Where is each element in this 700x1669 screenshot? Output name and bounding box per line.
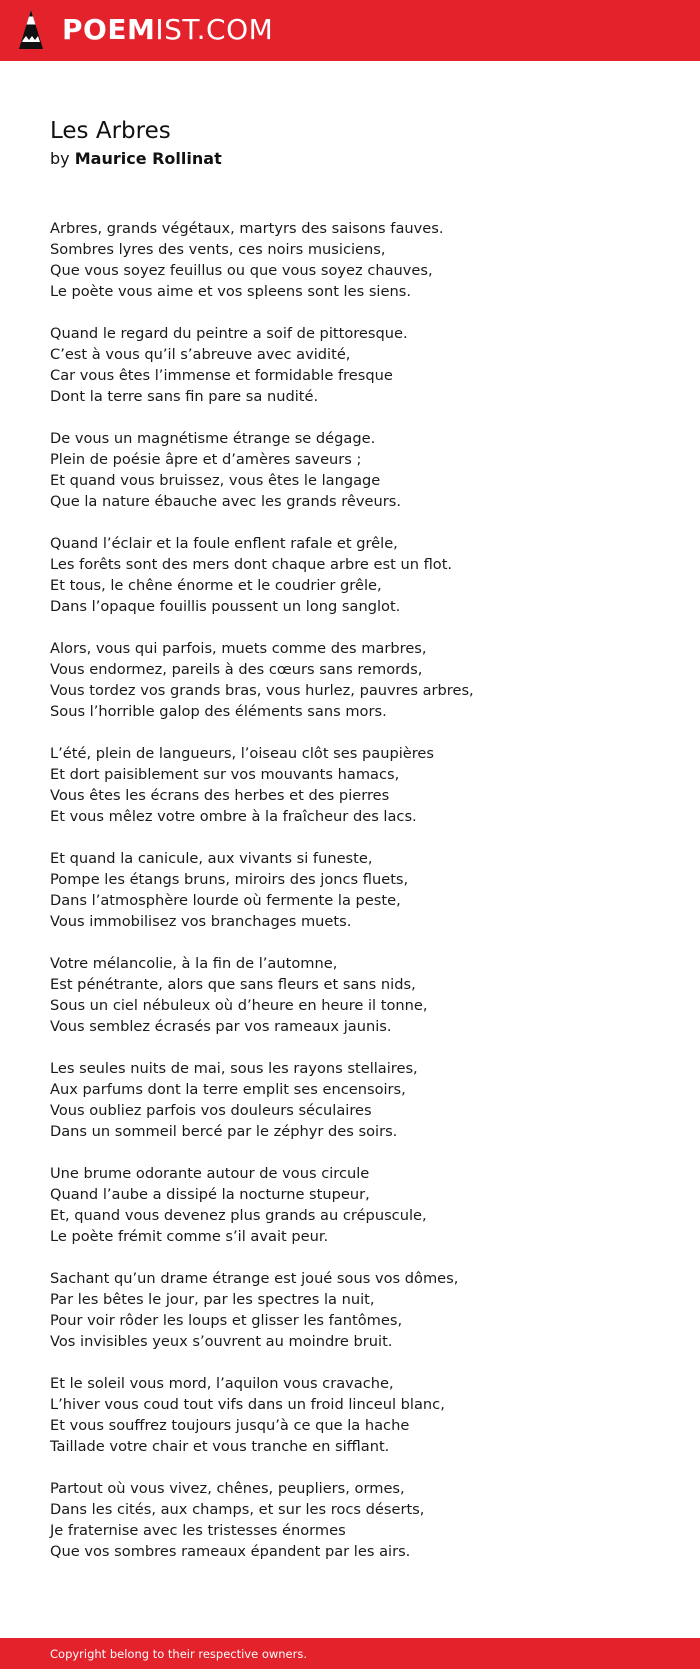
pencil-icon[interactable]	[17, 9, 45, 51]
poem-line: Et tous, le chêne énorme et le coudrier grêle,	[50, 577, 382, 594]
byline	[50, 148, 222, 170]
poem-line: Vous êtes les écrans des herbes et des pierres	[50, 787, 390, 804]
poem-line: Dans l’opaque fouillis poussent un long sanglot.	[50, 598, 401, 615]
poem-line: Que vous soyez feuillus ou que vous soyez chauves,	[50, 262, 433, 279]
site-footer	[0, 1638, 700, 1669]
poem-line: Quand l’aube a dissipé la nocturne stupeur,	[50, 1186, 370, 1203]
poem-line: Que la nature ébauche avec les grands rêveurs.	[50, 493, 401, 510]
poem-line: Sous un ciel nébuleux où d’heure en heure il tonne,	[50, 997, 428, 1014]
logo-text-strong: POEM	[62, 13, 156, 46]
poem-line: Vous immobilisez vos branchages muets.	[50, 913, 352, 930]
poem-stanza	[50, 638, 650, 722]
poem-stanza	[50, 848, 650, 932]
poem-line: Quand l’éclair et la foule enflent rafale et grêle,	[50, 535, 398, 552]
poem-stanza	[50, 428, 650, 512]
poem-stanza	[50, 323, 650, 407]
poem-stanza	[50, 1268, 650, 1352]
poem-stanza	[50, 1373, 650, 1457]
poem-line: Le poète vous aime et vos spleens sont les siens.	[50, 283, 411, 300]
poem-header	[50, 116, 222, 170]
poem-line: Arbres, grands végétaux, martyrs des saisons fauves.	[50, 220, 444, 237]
poem-line: Votre mélancolie, à la fin de l’automne,	[50, 955, 338, 972]
poem-stanza	[50, 218, 650, 302]
poem-stanza	[50, 533, 650, 617]
poem-line: L’été, plein de langueurs, l’oiseau clôt ses paupières	[50, 745, 435, 762]
site-logo[interactable]	[62, 13, 273, 47]
poem-line: Pompe les étangs bruns, miroirs des joncs fluets,	[50, 871, 409, 888]
poem-line: Vos invisibles yeux s’ouvrent au moindre bruit.	[50, 1333, 393, 1350]
poem-line: Sachant qu’un drame étrange est joué sous vos dômes,	[50, 1270, 459, 1287]
site-header	[0, 0, 700, 61]
poem-line: L’hiver vous coud tout vifs dans un froid linceul blanc,	[50, 1396, 445, 1413]
poem-line: Le poète frémit comme s’il avait peur.	[50, 1228, 329, 1245]
poem-line: Vous endormez, pareils à des cœurs sans remords,	[50, 661, 423, 678]
poem-line: Et vous mêlez votre ombre à la fraîcheur des lacs.	[50, 808, 417, 825]
poem-line: Et, quand vous devenez plus grands au crépuscule,	[50, 1207, 427, 1224]
poem-line: Sous l’horrible galop des éléments sans mors.	[50, 703, 387, 720]
poem-line: Partout où vous vivez, chênes, peupliers, ormes,	[50, 1480, 405, 1497]
poem-body	[50, 218, 650, 1583]
poem-line: Est pénétrante, alors que sans fleurs et sans nids,	[50, 976, 416, 993]
logo-text-light: IST.COM	[155, 13, 274, 46]
poem-stanza	[50, 1478, 650, 1562]
poem-line: Une brume odorante autour de vous circule	[50, 1165, 370, 1182]
poem-line: Taillade votre chair et vous tranche en sifflant.	[50, 1438, 390, 1455]
poem-line: Dont la terre sans fin pare sa nudité.	[50, 388, 319, 405]
poem-line: Sombres lyres des vents, ces noirs musiciens,	[50, 241, 386, 258]
copyright-text: Copyright belong to their respective owners.	[50, 1647, 308, 1661]
poem-line: Et quand la canicule, aux vivants si funeste,	[50, 850, 373, 867]
poem-line: Et dort paisiblement sur vos mouvants hamacs,	[50, 766, 400, 783]
poem-line: Je fraternise avec les tristesses énormes	[50, 1522, 346, 1539]
poem-stanza	[50, 953, 650, 1037]
poem-line: Les seules nuits de mai, sous les rayons stellaires,	[50, 1060, 418, 1077]
poem-line: Dans l’atmosphère lourde où fermente la peste,	[50, 892, 401, 909]
poem-line: C’est à vous qu’il s’abreuve avec avidité,	[50, 346, 351, 363]
byline-prefix: by	[50, 149, 70, 168]
poem-title: Les Arbres	[50, 118, 171, 144]
poem-line: Dans les cités, aux champs, et sur les rocs déserts,	[50, 1501, 425, 1518]
poem-line: Et vous souffrez toujours jusqu’à ce que la hache	[50, 1417, 410, 1434]
poem-line: Vous tordez vos grands bras, vous hurlez, pauvres arbres,	[50, 682, 474, 699]
poem-stanza	[50, 1163, 650, 1247]
poem-line: Vous oubliez parfois vos douleurs séculaires	[50, 1102, 372, 1119]
poem-line: Alors, vous qui parfois, muets comme des marbres,	[50, 640, 427, 657]
poem-line: Dans un sommeil bercé par le zéphyr des soirs.	[50, 1123, 398, 1140]
poem-stanza	[50, 1058, 650, 1142]
poem-line: Et quand vous bruissez, vous êtes le langage	[50, 472, 381, 489]
poem-line: Quand le regard du peintre a soif de pittoresque.	[50, 325, 408, 342]
poem-line: De vous un magnétisme étrange se dégage.	[50, 430, 376, 447]
poem-line: Les forêts sont des mers dont chaque arbre est un flot.	[50, 556, 453, 573]
poem-line: Pour voir rôder les loups et glisser les fantômes,	[50, 1312, 403, 1329]
poem-line: Aux parfums dont la terre emplit ses encensoirs,	[50, 1081, 406, 1098]
poem-line: Et le soleil vous mord, l’aquilon vous cravache,	[50, 1375, 394, 1392]
poem-line: Plein de poésie âpre et d’amères saveurs ;	[50, 451, 362, 468]
poem-line: Que vos sombres rameaux épandent par les airs.	[50, 1543, 411, 1560]
poem-line: Car vous êtes l’immense et formidable fresque	[50, 367, 393, 384]
poem-line: Par les bêtes le jour, par les spectres la nuit,	[50, 1291, 375, 1308]
author-name: Maurice Rollinat	[74, 149, 222, 168]
poem-line: Vous semblez écrasés par vos rameaux jaunis.	[50, 1018, 392, 1035]
poem-stanza	[50, 743, 650, 827]
